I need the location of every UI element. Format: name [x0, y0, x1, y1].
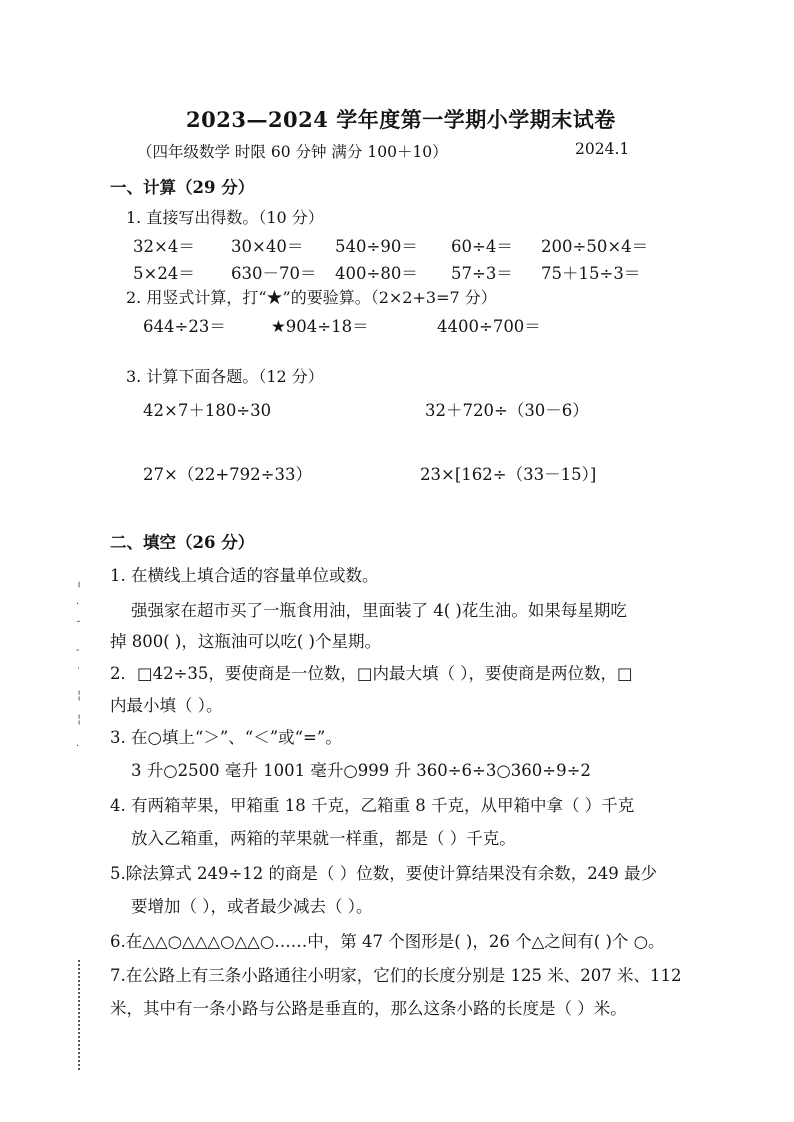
question-1-label: 1. 直接写出得数。（10 分）: [126, 208, 324, 227]
fill-blank-line: 6.在△△○△△△○△△○……中，第 47 个图形是( )，26 个△之间有( )个 ○。: [110, 932, 665, 951]
oral-calc-item: 540÷90＝: [335, 237, 418, 256]
binding-mark: -: [76, 645, 80, 656]
vertical-calc-item: 4400÷700＝: [437, 317, 541, 336]
mixed-calc-item: 23×[162÷（33－15）]: [420, 465, 597, 484]
fill-blank-line: 内最小填（ ）。: [110, 696, 223, 715]
page-title: 2023—2024 学年度第一学期小学期末试卷: [186, 107, 616, 132]
binding-mark: ╷: [76, 577, 83, 588]
question-3-label: 3. 计算下面各题。（12 分）: [126, 367, 324, 386]
vertical-calc-item: ★904÷18＝: [271, 317, 369, 336]
binding-mark: ˙: [76, 667, 81, 678]
fill-blank-line: 3 升○2500 毫升 1001 毫升○999 升 360÷6÷3○360÷9÷2: [131, 761, 591, 780]
fill-blank-line: 1. 在横线上填合适的容量单位或数。: [110, 566, 379, 585]
binding-mark: ·: [76, 599, 80, 610]
mixed-calc-item: 32＋720÷（30－6）: [425, 401, 589, 420]
fill-blank-line: 3. 在○填上“＞”、“＜”或“=”。: [110, 728, 342, 747]
mixed-calc-item: 42×7＋180÷30: [143, 401, 272, 420]
exam-date: 2024.1: [575, 140, 630, 158]
fill-blank-line: 米，其中有一条小路与公路是垂直的，那么这条小路的长度是（ ）米。: [110, 999, 627, 1018]
binding-mark: ·: [76, 741, 80, 752]
vertical-calc-item: 644÷23＝: [143, 317, 226, 336]
binding-mark: ˘: [76, 621, 81, 632]
binding-mark: ╎: [76, 691, 83, 702]
fill-blank-line: 4. 有两箱苹果，甲箱重 18 千克，乙箱重 8 千克，从甲箱中拿（ ）千克: [110, 796, 635, 815]
fill-blank-line: 强强家在超市买了一瓶食用油，里面装了 4( )花生油。如果每星期吃: [131, 601, 627, 620]
oral-calc-item: 75＋15÷3＝: [541, 264, 641, 283]
fill-blank-line: 掉 800( )，这瓶油可以吃( )个星期。: [110, 632, 381, 651]
oral-calc-item: 30×40＝: [231, 237, 304, 256]
oral-calc-item: 200÷50×4＝: [541, 237, 649, 256]
fill-blank-line: 7.在公路上有三条小路通往小明家，它们的长度分别是 125 米、207 米、112: [110, 966, 682, 985]
oral-calc-item: 5×24＝: [133, 264, 195, 283]
oral-calc-item: 32×4＝: [133, 237, 195, 256]
oral-calc-item: 57÷3＝: [451, 264, 513, 283]
exam-info: （四年级数学 时限 60 分钟 满分 100＋10）: [137, 143, 448, 161]
oral-calc-item: 630－70＝: [231, 264, 317, 283]
section-1-heading: 一、计算（29 分）: [110, 178, 255, 197]
mixed-calc-item: 27×（22+792÷33）: [143, 465, 312, 484]
oral-calc-item: 400÷80＝: [335, 264, 418, 283]
oral-calc-item: 60÷4＝: [451, 237, 513, 256]
fill-blank-line: 5.除法算式 249÷12 的商是（ ）位数，要使计算结果没有余数，249 最少: [110, 864, 658, 883]
binding-line: [78, 960, 80, 1070]
binding-mark: ╎: [76, 715, 83, 726]
fill-blank-line: 要增加（ ），或者最少减去（ ）。: [131, 897, 373, 916]
fill-blank-line: 2．□42÷35，要使商是一位数，□内最大填（ ），要使商是两位数，□: [110, 664, 633, 683]
question-2-label: 2. 用竖式计算，打“★”的要验算。（2×2+3=7 分）: [126, 288, 497, 307]
fill-blank-line: 放入乙箱重，两箱的苹果就一样重，都是（ ）千克。: [131, 829, 516, 848]
section-2-heading: 二、填空（26 分）: [110, 533, 255, 552]
